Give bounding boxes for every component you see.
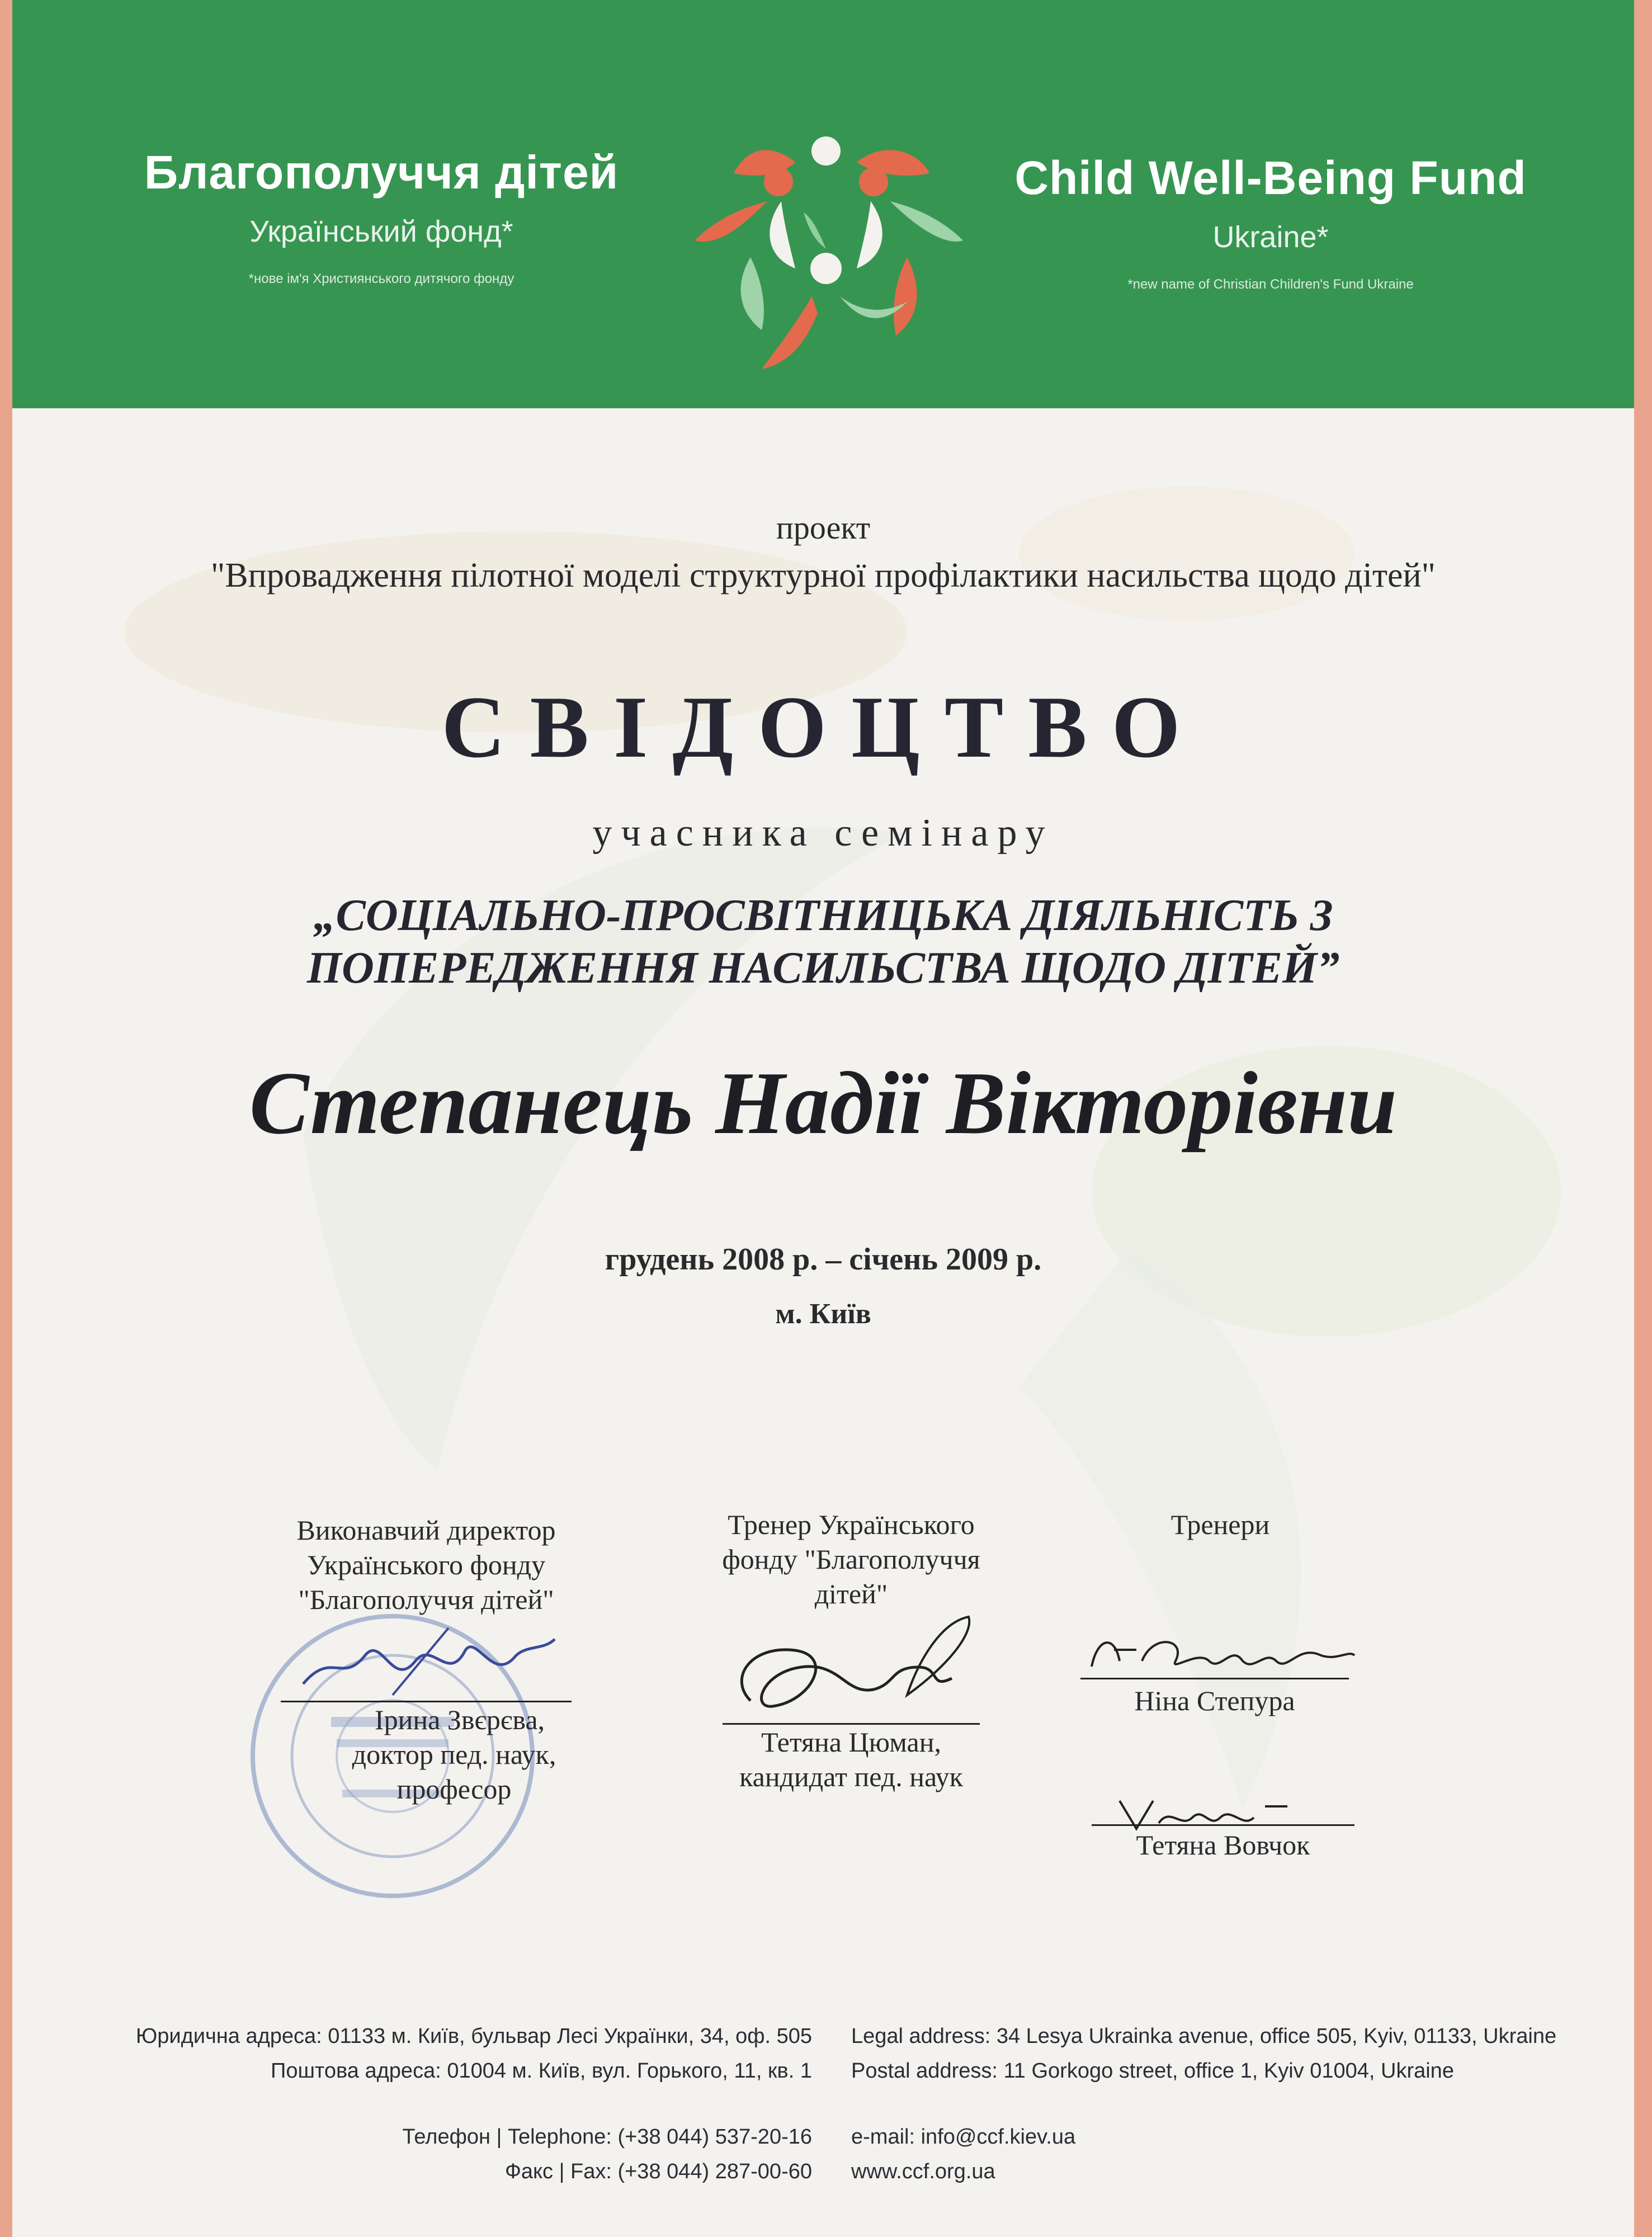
children-circle-logo-icon (683, 129, 974, 386)
trainer-ukr-role-2: фонду "Благополуччя (722, 1544, 980, 1575)
org-name-en: Child Well-Being Fund (1014, 152, 1527, 204)
legal-address-ua: Юридична адреса: 01133 м. Київ, бульвар Лесі Українки, 34, оф. 505 (135, 2024, 812, 2048)
trainer-ukr-signature-icon (706, 1611, 997, 1723)
seminar-title: „СОЦІАЛЬНО-ПРОСВІТНИЦЬКА ДІЯЛЬНІСТЬ З ПОПЕРЕДЖЕННЯ НАСИЛЬСТВА ЩОДО ДІТЕЙ” (306, 891, 1340, 993)
director-name-1: Ірина Звєрєва, (374, 1704, 545, 1735)
trainer1-name: Ніна Степура (1134, 1685, 1295, 1716)
header-right (974, 151, 1567, 292)
org-note-en: *new name of Christian Children's Fund Ukraine (1127, 277, 1414, 292)
recipient-name: Степанець Надії Вікторівни (249, 1053, 1398, 1153)
project-title: "Впровадження пілотної моделі структурної профілактики насильства щодо дітей" (210, 556, 1436, 594)
director-role-1: Виконавчий директор (296, 1514, 556, 1546)
postal-address-en: Postal address: 11 Gorkogo street, office 1, Kyiv 01004, Ukraine (851, 2059, 1454, 2083)
footer-contacts-en (851, 2019, 1623, 2189)
org-name-ua: Благополуччя дітей (144, 146, 619, 199)
website: www.ccf.org.ua (851, 2160, 995, 2183)
trainers-heading: Тренери (1170, 1509, 1270, 1540)
fax: Факс | Fax: (+38 044) 287-00-60 (504, 2160, 812, 2183)
director-role-2: Українського фонду (306, 1549, 546, 1580)
director-name-2: доктор пед. наук, (352, 1739, 556, 1770)
trainer1-signature-icon (1075, 1616, 1366, 1683)
certificate-sheet (12, 0, 1634, 2237)
org-subtitle-en: Ukraine* (1212, 220, 1329, 254)
trainer-ukr-role-1: Тренер Українського (728, 1509, 975, 1540)
trainer2-signature-icon (1086, 1784, 1343, 1834)
email: e-mail: info@ccf.kiev.ua (851, 2125, 1076, 2149)
trainer-ukr-role-3: дітей" (814, 1578, 888, 1610)
certificate-title: СВІДОЦТВО (441, 678, 1205, 776)
postal-address-ua: Поштова адреса: 01004 м. Київ, вул. Горького, 11, кв. 1 (271, 2059, 812, 2083)
trainer-ukr-signature-block (695, 1507, 1008, 1794)
trainer2-signature-line (1092, 1824, 1354, 1826)
org-subtitle-ua: Український фонд* (249, 215, 513, 248)
director-name-3: професор (397, 1773, 512, 1805)
director-role-3: "Благополуччя дітей" (298, 1584, 554, 1615)
trainer-ukr-name-1: Тетяна Цюман, (761, 1726, 942, 1758)
director-signature-icon (281, 1617, 572, 1701)
city: м. Київ (775, 1298, 871, 1330)
phone: Телефон | Telephone: (+38 044) 537-20-16 (402, 2125, 812, 2149)
header-left (79, 145, 683, 287)
date-range: грудень 2008 р. – січень 2009 р. (605, 1242, 1042, 1277)
trainer1-signature-line (1080, 1678, 1349, 1679)
legal-address-en: Legal address: 34 Lesya Ukrainka avenue, office 505, Kyiv, 01133, Ukraine (851, 2024, 1557, 2048)
project-label: проект (776, 509, 871, 546)
footer-contacts-ua (68, 2019, 812, 2189)
trainer2-name: Тетяна Вовчок (1136, 1829, 1310, 1861)
director-signature-block (270, 1513, 583, 1806)
participant-label: учасника семінару (592, 811, 1054, 855)
trainer-ukr-name-2: кандидат пед. наук (739, 1761, 963, 1792)
org-note-ua: *нове ім'я Християнського дитячого фонду (248, 271, 515, 286)
